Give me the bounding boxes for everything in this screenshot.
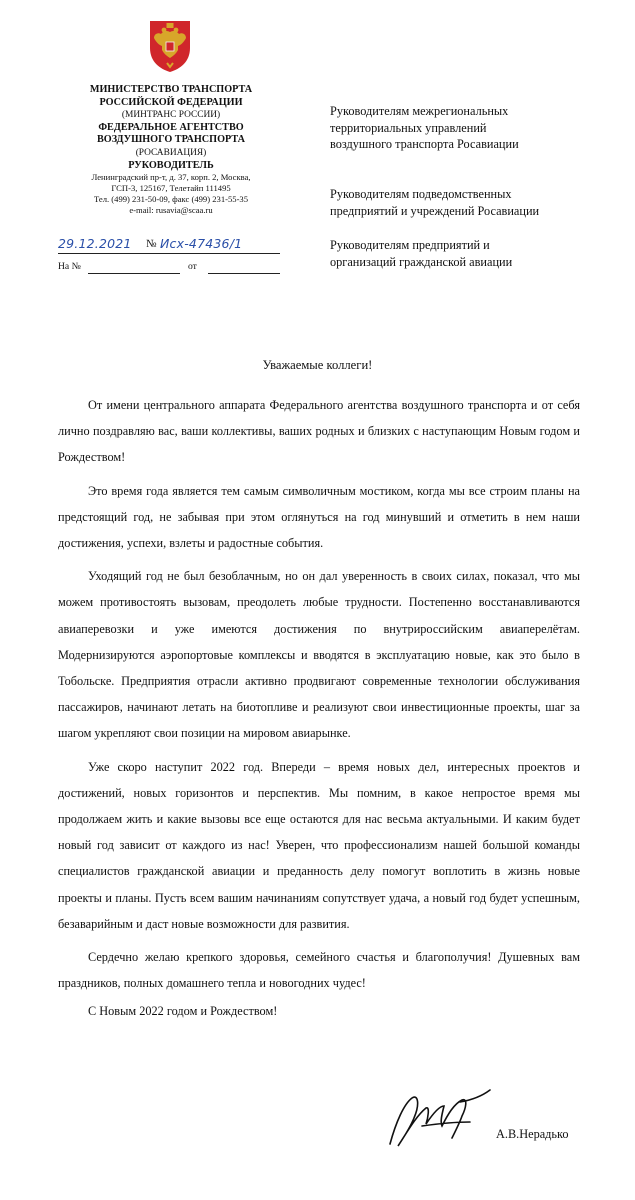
sender-position: РУКОВОДИТЕЛЬ <box>128 159 214 171</box>
handwritten-outgoing-number: Исх-47436/1 <box>160 236 243 251</box>
agency-name-line1: ФЕДЕРАЛЬНОЕ АГЕНТСТВО <box>98 121 244 133</box>
letter-paragraph: От имени центрального аппарата Федерального агентства воздушного транспорта и от себя лично поздравляю вас, ваши коллективы, ваших родных и близких с наступающим Новым годом и Рождеством! <box>58 398 580 465</box>
addressee-1-line-1: Руководителям межрегиональных <box>330 104 509 118</box>
letter-closing: С Новым 2022 годом и Рождеством! <box>88 1004 278 1019</box>
addressee-2-line-2: предприятий и учреждений Росавиации <box>330 203 540 218</box>
addressee-1-line-3: воздушного транспорта Росавиации <box>330 137 519 151</box>
addressee-1 <box>330 103 600 153</box>
reply-reference-row <box>58 255 284 277</box>
address-line-1: Ленинградский пр-т, д. 37, корп. 2, Москва, <box>91 172 251 183</box>
letterhead-organization <box>60 84 282 216</box>
reply-number-blank <box>88 273 180 274</box>
ministry-name-line1: МИНИСТЕРСТВО ТРАНСПОРТА <box>89 84 253 95</box>
handwritten-signature <box>382 1082 494 1162</box>
letter-body <box>58 392 580 1032</box>
addressee-3-line-1: Руководителям предприятий и <box>330 238 490 252</box>
signer-name: А.В.Нерадько <box>496 1127 569 1141</box>
letter-greeting: Уважаемые коллеги! <box>262 358 373 372</box>
handwritten-date: 29.12.2021 <box>58 236 132 251</box>
addressee-1-line-2: территориальных управлений <box>330 120 487 135</box>
registration-underline <box>58 253 280 254</box>
russian-coat-of-arms-icon <box>147 18 193 74</box>
address-line-2: ГСП-3, 125167, Телетайп 111495 <box>111 183 231 194</box>
outgoing-registration-row <box>58 233 284 255</box>
agency-abbreviation: (РОСАВИАЦИЯ) <box>135 147 207 158</box>
reply-date-blank <box>208 273 280 274</box>
addressee-2 <box>330 186 600 219</box>
letter-paragraph: Это время года является тем самым символичным мостиком, когда мы все строим планы на предстоящий год, не забывая при этом оглянуться на год минувший и отметить в нем наши достижения, успехи, взлеты и радостные события. <box>58 483 580 551</box>
address-line-3: Тел. (499) 231-50-09, факс (499) 231-55-35 <box>93 194 249 205</box>
registration-block <box>58 233 284 277</box>
ministry-abbreviation: (МИНТРАНС РОССИИ) <box>121 110 221 121</box>
letter-paragraph: Сердечно желаю крепкого здоровья, семейного счастья и благополучия! Душевных вам праздников, полных домашнего тепла и новогодних чудес! <box>58 950 580 991</box>
reply-number-label: На № <box>58 261 81 272</box>
reply-date-label: от <box>188 261 197 272</box>
addressee-3-line-2: организаций гражданской авиации <box>330 254 513 269</box>
number-label: № <box>146 238 157 250</box>
addressee-2-line-1: Руководителям подведомственных <box>330 187 512 201</box>
letter-paragraph: Уже скоро наступит 2022 год. Впереди – время новых дел, интересных проектов и достижений, новых горизонтов и перспектив. Мы помним, в какое непростое время мы продолжаем жить и какие вызовы все еще остаются для нас весьма актуальными. И каким будет новый год зависит от каждого из нас! Уверен, что профессионализм нашей большой команды специалистов гражданской авиации и преданность делу помогут воплотить в жизнь новые проекты и планы. Пусть всем вашим начинаниям сопутствует удача, а новый год будет успешным, безаварийным и даст новые возможности для развития. <box>58 759 580 931</box>
letter-paragraph: Уходящий год не был безоблачным, но он дал уверенность в своих силах, показал, что мы можем противостоять вызовам, преодолеть любые трудности. Постепенно восстанавливаются авиаперевозки и уже имеются достижения по внутрироссийским авиаперелётам. Модернизируются аэропортовые комплексы и вводятся в эксплуатацию новые, как это было в Тобольске. Предприятия отрасли активно продвигают современные технологии обслуживания пассажиров, начинают летать на биотопливе и реализуют свои инвестиционные проекты, шаг за шагом укрепляют свои позиции на мировом авиарынке. <box>58 569 580 741</box>
agency-name-line2: ВОЗДУШНОГО ТРАНСПОРТА <box>96 134 245 146</box>
ministry-name-line2: РОССИЙСКОЙ ФЕДЕРАЦИИ <box>99 96 243 108</box>
addressee-3 <box>330 237 600 270</box>
address-line-4: e-mail: rusavia@scaa.ru <box>129 205 213 216</box>
